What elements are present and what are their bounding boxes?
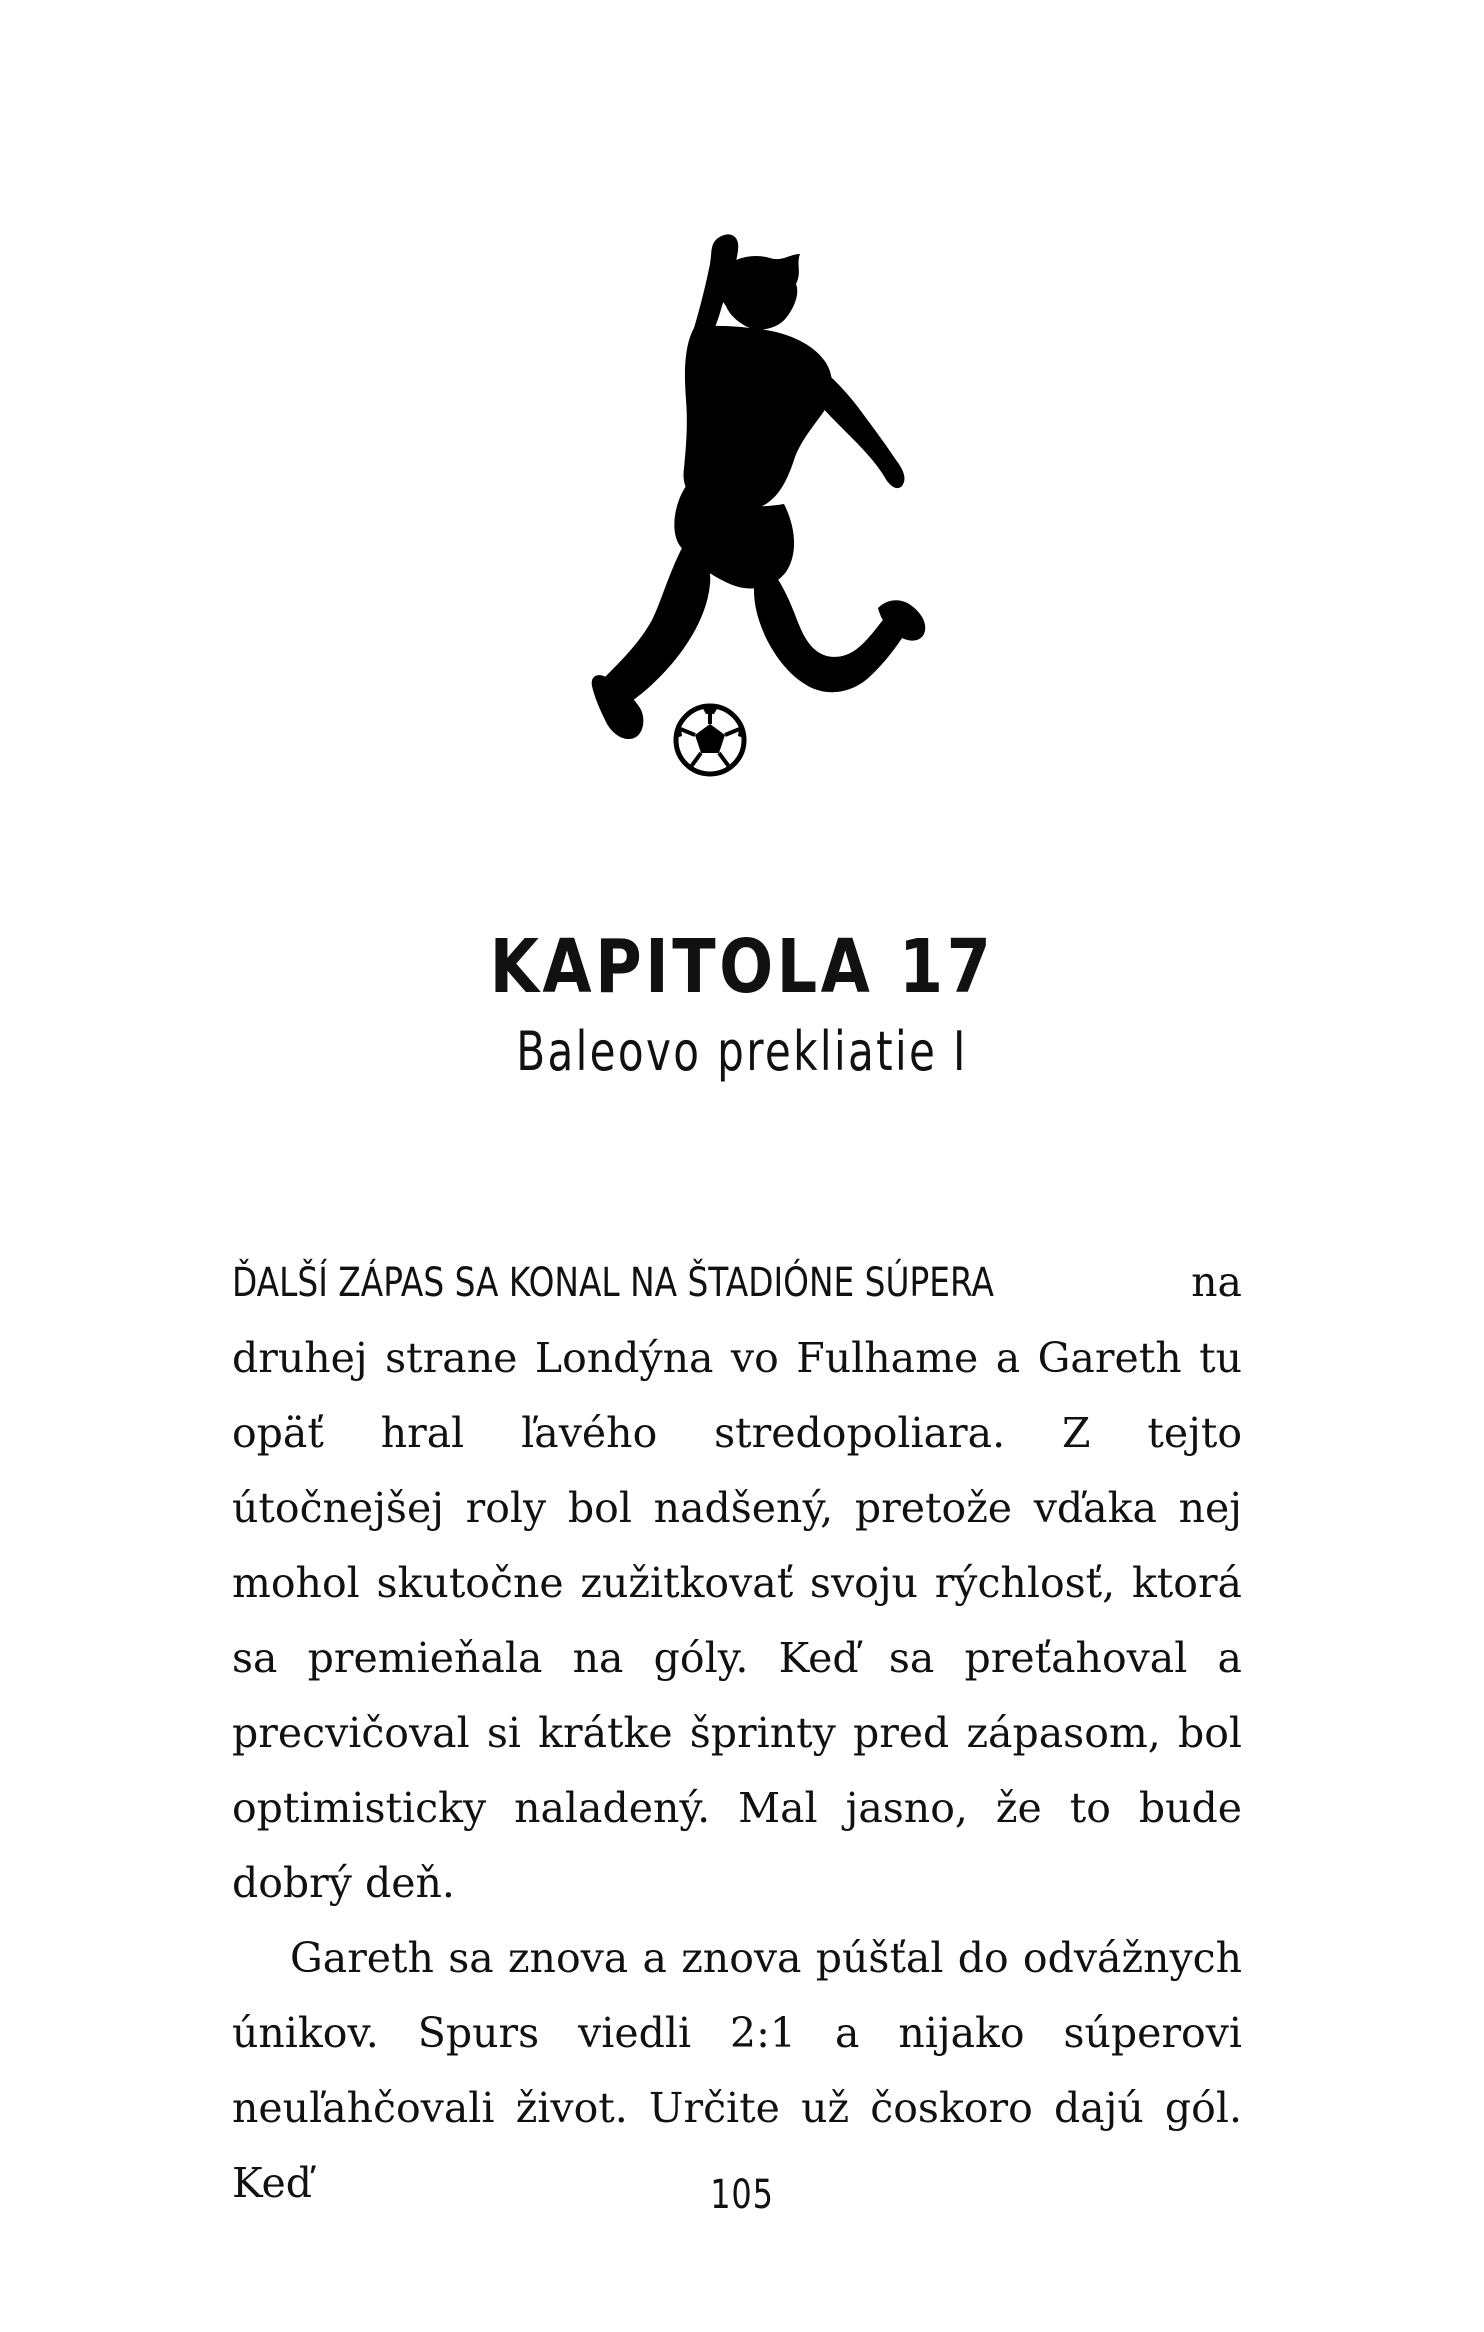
paragraph-lead-in: ĎALŠÍ ZÁPAS SA KONAL NA ŠTADIÓNE SÚPERA bbox=[232, 1260, 994, 1306]
paragraph-text: Gareth sa znova a znova púšťal do odvážnych únikov. Spurs viedli 2:1 a nijako súperovi neuľahčovali život. Určite už čoskoro dajú gól. Keď bbox=[232, 1934, 1242, 2207]
chapter-title: KAPITOLA 17 bbox=[489, 924, 995, 1010]
soccer-player-illustration bbox=[590, 228, 930, 788]
chapter-subtitle: Baleovo prekliatie I bbox=[516, 1020, 968, 1083]
soccer-player-silhouette-icon bbox=[592, 234, 926, 739]
paragraph-text: na druhej strane Londýna vo Fulhame a Gareth tu opäť hral ľavého stredopoliara. Z tejto útočnejšej roly bol nadšený, pretože vďaka nej mohol skutočne zužitkovať svoju rýchlosť, ktorá sa premieňala na góly. Keď sa preťahoval a precvičoval si krátke šprinty pred zápasom, bol optimisticky naladený. Mal jasno, že to bude dobrý deň. bbox=[232, 1258, 1242, 1907]
paragraph bbox=[232, 1245, 1242, 1921]
chapter-body bbox=[232, 1245, 1242, 2221]
soccer-ball-icon bbox=[676, 706, 744, 774]
page-number: 105 bbox=[710, 2172, 774, 2218]
